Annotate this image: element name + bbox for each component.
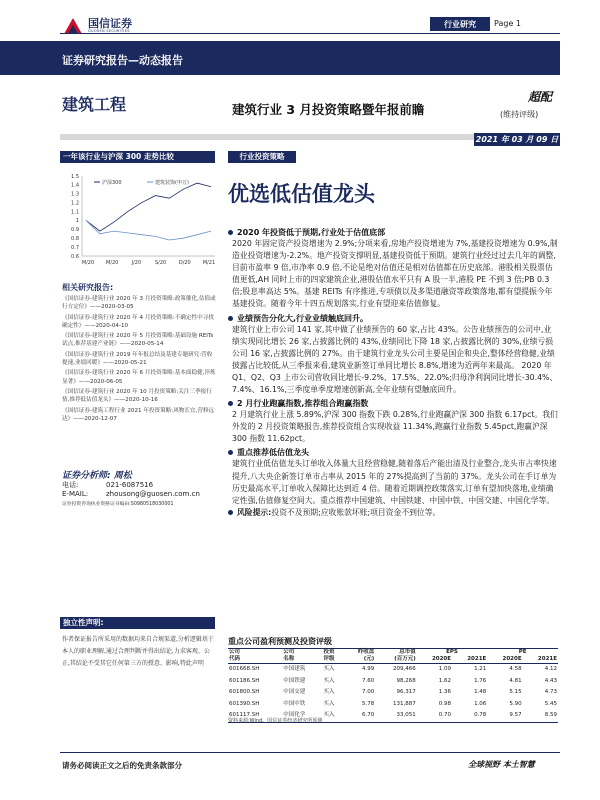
headline: 优选低估值龙头: [228, 182, 375, 206]
table-header: (元): [363, 656, 375, 662]
table-header: 2020E: [431, 656, 452, 662]
table-cell: 中国建筑: [283, 666, 306, 672]
sector-title: 建筑工程: [62, 95, 127, 114]
main-body: [228, 225, 558, 519]
header-tag: 行业研究: [430, 17, 490, 31]
table-cell: 5.45: [544, 700, 557, 707]
table-cell: 7.00: [362, 689, 375, 695]
series-line: [86, 220, 211, 240]
table-header: 公司: [283, 649, 295, 655]
table-cell: 7.60: [362, 677, 375, 684]
brand-name-en: GUOSEN SECURITIES: [88, 28, 130, 33]
related-report-item: 《国信证券-建筑行业 2020 年 4 月投资策略:不确定性中寻找确定性》——2020-04-10: [62, 314, 214, 329]
table-header: 2021E: [537, 656, 557, 662]
bullet-icon: [228, 510, 233, 515]
related-report-item: 《国信证券-建筑行业 2020 年 5 月投资策略:基础设施 REITs 试点,推荐基建产业链》——2020-05-14: [62, 333, 214, 348]
x-tick-label: D/20: [178, 260, 191, 266]
table-row: [228, 676, 558, 688]
table-row: [228, 687, 558, 699]
table-cell: 33,051: [396, 712, 416, 718]
report-type: 证券研究报告—动态报告: [62, 54, 183, 67]
table-cell: 98,268: [396, 677, 416, 684]
chart-title: 一年该行业与沪深 300 走势比较: [60, 151, 215, 163]
y-tick-label: 1.3: [71, 191, 79, 198]
bullet-icon: [228, 316, 233, 321]
analyst-label: 证券分析师:: [62, 471, 111, 481]
table-cell: 5.78: [362, 700, 375, 707]
related-report-item: 《国信证券-建筑行业 2020 年 10 月投资策略:关注三季报行情,推荐低估值龙头》——2020-10-16: [62, 388, 212, 404]
report-date: 2021 年 03 月 09 日: [475, 135, 559, 144]
independence-statement: 作者保证报告所采用的数据均来自合规渠道,分析逻辑基于本人的职业理解,通过合理判断并得出结论,力求客观、公正,其结论不受其它任何第三方的授意、影响,特此声明: [62, 636, 214, 667]
table-header: 名称: [283, 656, 295, 662]
x-tick-label: M/20: [106, 260, 119, 266]
phone-value: 021-6087516: [106, 481, 154, 489]
table-cell: 1.36: [438, 689, 452, 695]
table-cell: 买入: [323, 677, 335, 684]
table-cell: 1.76: [474, 677, 487, 684]
risk-label: 风险提示:: [237, 507, 272, 517]
x-tick-label: S/20: [154, 260, 167, 266]
table-row: [228, 664, 558, 676]
table-header-row: [228, 649, 558, 657]
table-source: 资料来源:Wind、国信证券经济研究所预测: [228, 718, 323, 724]
brand-logo: [62, 12, 152, 38]
certificate-number: 证券投资咨询执业资格证书编码:S0980518030001: [62, 502, 174, 507]
risk-text: 投资不及预期;应收账款坏账;项目资金不到位等。: [271, 507, 441, 517]
y-tick-label: 1: [75, 218, 79, 225]
table-cell: 1.09: [438, 666, 452, 672]
y-tick-label: 0.9: [71, 227, 79, 234]
bullet-icon: [228, 230, 233, 235]
table-cell: 131,887: [392, 700, 416, 707]
table-cell: 1.48: [474, 689, 487, 695]
related-report-item: 《国信证券-建筑行业 2019 年年报总结及基建专题研究:营收提速,业绩回暖》——2020-05-21: [62, 351, 213, 367]
table-cell: 买入: [323, 666, 335, 672]
table-cell: 4.99: [362, 666, 375, 672]
table-row: [228, 699, 558, 711]
page-number: Page 1: [494, 19, 521, 28]
email-label: E-MAIL:: [62, 490, 89, 498]
table-cell: 中国中铁: [283, 700, 306, 707]
header-divider: [60, 33, 560, 34]
x-tick-label: M/20: [81, 260, 95, 266]
table-cell: 4.12: [544, 666, 557, 672]
y-tick-label: 1.2: [71, 200, 79, 207]
email-value: zhousong@guosen.com.cn: [106, 490, 200, 498]
table-header: EPS: [446, 649, 458, 655]
footer-slogan: 全球视野 本土智慧: [468, 760, 535, 769]
table-cell: 6.70: [362, 712, 375, 718]
table-cell: 中国化学: [283, 712, 306, 718]
table-cell: 中国铁建: [283, 677, 306, 684]
footer-divider: [60, 752, 560, 753]
table-cell: 4.43: [544, 677, 557, 684]
section-heading: 2020 年投资低于预期,行业处于估值底部: [228, 227, 558, 238]
table-cell: 买入: [323, 712, 335, 718]
independence-title: 独立性声明:: [60, 617, 215, 629]
table-cell: 601668.SH: [229, 666, 260, 672]
series-line: [86, 183, 211, 231]
y-tick-label: 1.5: [71, 173, 79, 180]
trend-chart: [60, 168, 220, 272]
y-tick-label: 0.7: [71, 244, 79, 251]
table-cell: 买入: [323, 689, 335, 695]
forecast-table: [228, 648, 558, 723]
table-header: 2020E: [502, 656, 522, 662]
table-header: 评级: [323, 656, 335, 662]
brand-name: 国信证券: [88, 16, 132, 30]
table-cell: 1.06: [474, 700, 487, 707]
related-report-item: 《国信证券-建筑行业 2020 年 3 月投资策略:政策催化,估值或行方定位》——2020-03-05: [62, 296, 216, 311]
table-cell: 9.57: [509, 712, 522, 718]
main-tag: 行业投资策略: [228, 151, 296, 163]
analyst-name: 周松: [113, 471, 132, 481]
table-cell: 5.15: [509, 689, 522, 695]
legend-label: 建筑装饰(申万): [155, 180, 189, 186]
table-header-row: [228, 656, 558, 664]
x-tick-label: J/20: [131, 260, 142, 266]
section-paragraph: 2020 年固定资产投资增速为 2.9%;分项来看,房地产投资增速为 7%,基建投资增速为 0.9%,制造业投资增速为-2.2%。地产投资支撑明显,基建投资低于预期。建筑行业经过过去几年的调整,目前市盈率 9 倍,市净率 0.9 倍,不论是绝对估值还是相对估值都在历史底部。港股相关股票估值更低,AH 同时上市的四家建筑企业,港股估值水平只有 A 股一半,港股 PE 不到 3 倍;PB 0.3 倍;股息率高达 5%。基建 REITs 有序推进,专项债以及多渠道融资等政策落地,都有望提振今年基建投资。随着今年十四五规划落实,行业有望迎来估值修复。: [232, 239, 558, 309]
table-cell: 96,317: [396, 689, 416, 695]
bullet-icon: [228, 401, 233, 406]
table-cell: 601390.SH: [229, 700, 260, 707]
table-cell: 8.59: [544, 712, 557, 718]
section-heading: 2 月行业跑赢指数,推荐组合跑赢指数: [228, 398, 558, 409]
y-tick-label: 0.8: [71, 236, 79, 243]
y-tick-label: 0.6: [71, 253, 79, 260]
table-header: (百万元): [394, 656, 416, 662]
table-title: 重点公司盈利预测及投资评级: [228, 637, 332, 646]
table-header: PE: [518, 649, 527, 655]
table-cell: 4.58: [509, 666, 522, 672]
related-reports-title: 相关研究报告:: [62, 283, 114, 292]
table-cell: 0.78: [474, 712, 487, 718]
analyst-contact: [62, 481, 222, 509]
analyst: [62, 468, 132, 481]
table-header: 投资: [323, 649, 335, 655]
table-cell: 1.62: [438, 677, 452, 684]
table-cell: 1.21: [474, 666, 487, 672]
y-tick-label: 1.4: [71, 182, 79, 189]
related-report-item: 《国信证券-建筑工程行业 2021 年投资策略:风物长宜,营修远达》——2020-12-07: [62, 407, 215, 422]
x-tick-label: M/21: [202, 260, 216, 266]
section-heading: 重点推荐低估值龙头: [228, 447, 558, 458]
table-cell: 中国交建: [283, 689, 306, 695]
table-header: 2021E: [467, 656, 487, 662]
table-cell: 601186.SH: [229, 677, 260, 684]
table-cell: 0.98: [438, 700, 452, 707]
rating: 超配: [528, 90, 553, 104]
rating-note: (维持评级): [500, 110, 539, 119]
table-header: 代码: [229, 656, 241, 662]
footer-disclaimer: 请务必阅读正文之后的免责条款部分: [62, 761, 182, 770]
table-cell: 4.81: [509, 677, 522, 684]
related-reports-list: [62, 295, 217, 425]
phone-label: 电话:: [62, 481, 79, 489]
legend-label: 沪深300: [102, 180, 122, 186]
table-cell: 买入: [323, 700, 335, 707]
risk-note: [228, 507, 558, 519]
table-cell: 5.90: [509, 700, 522, 707]
section-paragraph: 建筑行业低估值龙头订单收入体量大且经营稳健,随着落后产能出清及行业整合,龙头市占率快速提升,八大央企新签订单市占率从 2015 年的 27%提高到了当前的 37%。龙头公司在手订单为历史最高水平,订单收入保障比达到近 4 倍。随着近期调控政策落实,订单有望加快落地,业绩确定性强,估值修复空间大。重点推荐中国建筑、中国铁建、中国中铁、中国交建、中国化学等。: [232, 459, 557, 505]
table-cell: 601117.SH: [229, 712, 260, 718]
table-header: 总市值: [399, 649, 416, 655]
report-title: 建筑行业 3 月投资策略暨年报前瞻: [232, 102, 425, 117]
related-report-item: 《国信证券-建筑行业 2020 年 6 月投资策略:基本面稳健,淬炼显著》——2020-06-05: [62, 370, 216, 385]
table-header: 昨收盘: [357, 649, 375, 655]
bullet-icon: [228, 450, 233, 455]
table-header: 公司: [229, 649, 241, 655]
section-paragraph: 建筑行业上市公司 141 家,其中做了业绩预告的 60 家,占比 43%。公告业绩预告的公司中,业绩实现同比增长 26 家,占披露比例的 43%,业绩同比下降 18 家,占披露比例的 30%,业绩亏损公司 16 家,占披露比例的 27%。由于建筑行业龙头公司主要是国企和央企,整体经营稳健,业绩披露占比较低,从三季报来看,建筑业新签订单同比增长 8.8%,增速为近两年来最高。 2020 年 Q1、Q2、Q3 上市公司营收同比增长-9.2%、17.5%、22.0%;归母净利润同比增长-30.4%、7.4%、16.1%,三季度单季度增速创新高,全年业绩有望触底回升。: [232, 324, 558, 395]
table-cell: 601800.SH: [229, 689, 260, 695]
y-tick-label: 1.1: [71, 209, 79, 216]
table-cell: 0.70: [438, 712, 452, 718]
section-heading: 业绩预告分化大,行业业绩触底回升。: [228, 313, 558, 324]
table-cell: 4.73: [544, 689, 557, 695]
table-cell: 209,466: [392, 666, 416, 672]
section-paragraph: 2 月建筑行业上涨 5.89%,沪深 300 指数下跌 0.28%,行业跑赢沪深 300 指数 6.17pct。我们外发的 2 月投资策略报告,推荐投资组合实现收益 11.34%,跑赢行业指数 5.45pct,跑赢沪深 300 指数 11.62pct。: [232, 410, 558, 444]
